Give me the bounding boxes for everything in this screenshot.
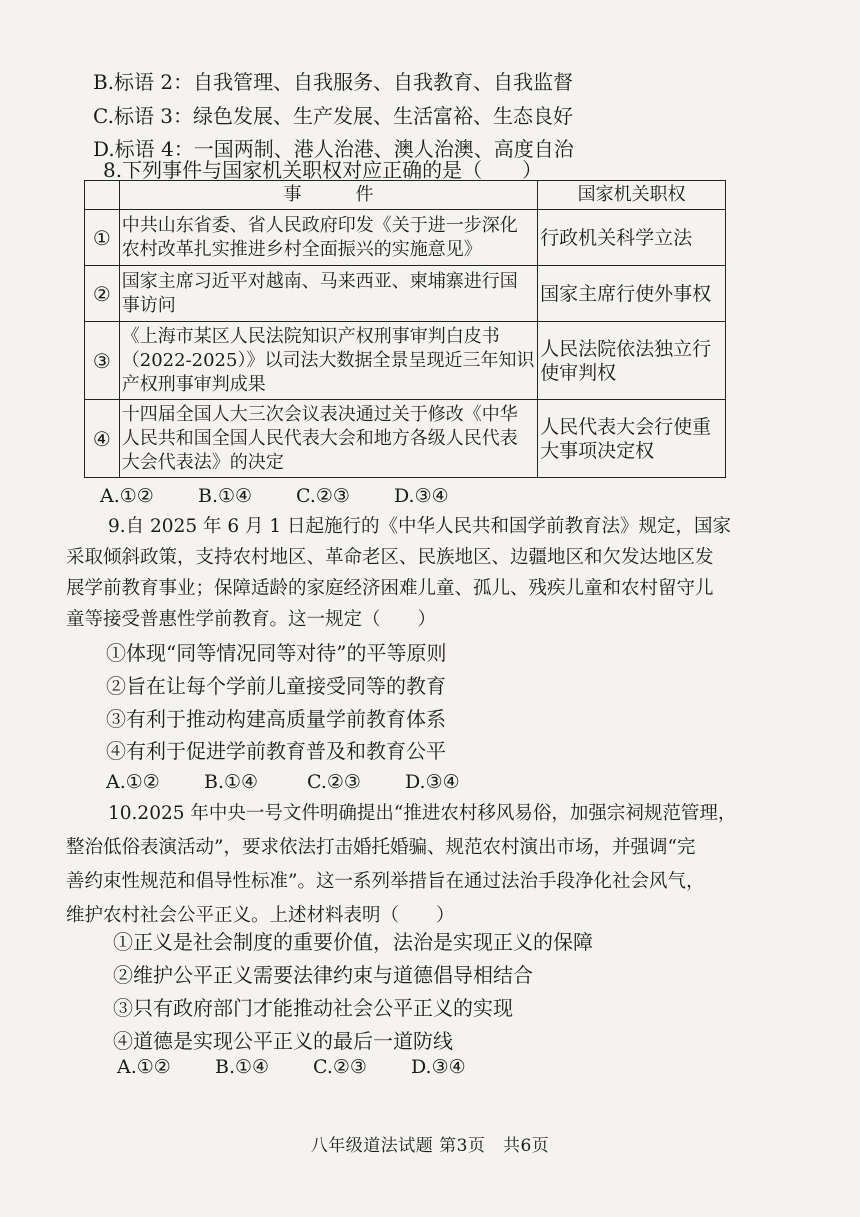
q9-statement: ②旨在让每个学前儿童接受同等的教育: [106, 674, 446, 698]
q9-stem-line: 展学前教育事业；保障适龄的家庭经济困难儿童、孤儿、残疾儿童和农村留守儿: [66, 578, 714, 599]
row-power: 人民代表大会行使重大事项决定权: [538, 400, 726, 478]
q10-answer-options: [117, 1055, 466, 1079]
row-power: 国家主席行使外事权: [538, 266, 726, 322]
row-number: ③: [85, 322, 120, 400]
row-event: 中共山东省委、省人民政府印发《关于进一步深化农村改革扎实推进乡村全面振兴的实施意见》: [119, 210, 537, 266]
table-header-row: [85, 181, 726, 210]
answer-option-a: A.①②: [100, 485, 154, 507]
q10-statement: ③只有政府部门才能推动社会公平正义的实现: [113, 996, 513, 1020]
answer-option-c: C.②③: [313, 1056, 367, 1078]
q9-statement: ④有利于促进学前教育普及和教育公平: [106, 739, 446, 763]
q9-statement: ③有利于推动构建高质量学前教育体系: [106, 707, 446, 731]
q10-statement: ①正义是社会制度的重要价值，法治是实现正义的保障: [113, 930, 593, 954]
q7-option-d: D.标语 4：一国两制、港人治港、澳人治澳、高度自治: [93, 137, 574, 161]
q10-stem-line: 善约束性规范和倡导性标准”。这一系列举措旨在通过法治手段净化社会风气，: [66, 871, 705, 892]
table-row: [85, 400, 726, 478]
q10-stem: [66, 797, 736, 933]
table-row: [85, 322, 726, 400]
page-footer: 八年级道法试题 第3页 共6页: [310, 1136, 550, 1156]
table-row: [85, 266, 726, 322]
q10-statement: ④道德是实现公平正义的最后一道防线: [113, 1029, 453, 1053]
row-event: 《上海市某区人民法院知识产权刑事审判白皮书（2022-2025）》以司法大数据全景呈现近三年知识产权刑事审判成果: [119, 322, 537, 400]
q8-stem: 8.下列事件与国家机关职权对应正确的是（ ）: [103, 158, 543, 182]
row-number: ④: [85, 400, 120, 478]
answer-option-d: D.③④: [405, 771, 460, 793]
row-event: 国家主席习近平对越南、马来西亚、柬埔寨进行国事访问: [119, 266, 537, 322]
answer-option-b: B.①④: [204, 771, 259, 793]
q9-statement: ①体现“同等情况同等对待”的平等原则: [106, 641, 447, 665]
row-power: 行政机关科学立法: [538, 210, 726, 266]
answer-option-c: C.②③: [296, 485, 350, 507]
q9-stem: [66, 511, 731, 635]
header-blank: [85, 181, 120, 210]
q10-stem-line: 10.2025 年中央一号文件明确提出“推进农村移风易俗，加强宗祠规范管理，: [108, 803, 737, 824]
q9-answer-options: [106, 770, 460, 794]
q7-option-b: B.标语 2：自我管理、自我服务、自我教育、自我监督: [93, 70, 574, 94]
answer-option-b: B.①④: [198, 485, 253, 507]
table-row: [85, 210, 726, 266]
answer-option-c: C.②③: [307, 771, 361, 793]
q10-stem-line: 维护农村社会公平正义。上述材料表明（ ）: [66, 905, 455, 926]
q8-answer-options: [100, 484, 449, 508]
answer-option-d: D.③④: [411, 1056, 466, 1078]
answer-option-b: B.①④: [215, 1056, 270, 1078]
header-event: 事 件: [119, 181, 537, 210]
q9-stem-line: 童等接受普惠性学前教育。这一规定（ ）: [66, 609, 437, 630]
q9-stem-line: 9.自 2025 年 6 月 1 日起施行的《中华人民共和国学前教育法》规定，国家: [108, 516, 732, 537]
row-power: 人民法院依法独立行使审判权: [538, 322, 726, 400]
header-power: 国家机关职权: [538, 181, 726, 210]
answer-option-d: D.③④: [394, 485, 449, 507]
row-number: ②: [85, 266, 120, 322]
row-event: 十四届全国人大三次会议表决通过关于修改《中华人民共和国全国人民代表大会和地方各级人民代表大会代表法》的决定: [119, 400, 537, 478]
q7-option-c: C.标语 3：绿色发展、生产发展、生活富裕、生态良好: [93, 104, 574, 128]
q9-stem-line: 采取倾斜政策，支持农村地区、革命老区、民族地区、边疆地区和欠发达地区发: [66, 547, 714, 568]
answer-option-a: A.①②: [106, 771, 160, 793]
answer-option-a: A.①②: [117, 1056, 171, 1078]
q10-stem-line: 整治低俗表演活动”，要求依法打击婚托婚骗、规范农村演出市场，并强调“完: [66, 837, 696, 858]
q8-table: [84, 180, 726, 478]
row-number: ①: [85, 210, 120, 266]
q10-statement: ②维护公平正义需要法律约束与道德倡导相结合: [113, 963, 533, 987]
